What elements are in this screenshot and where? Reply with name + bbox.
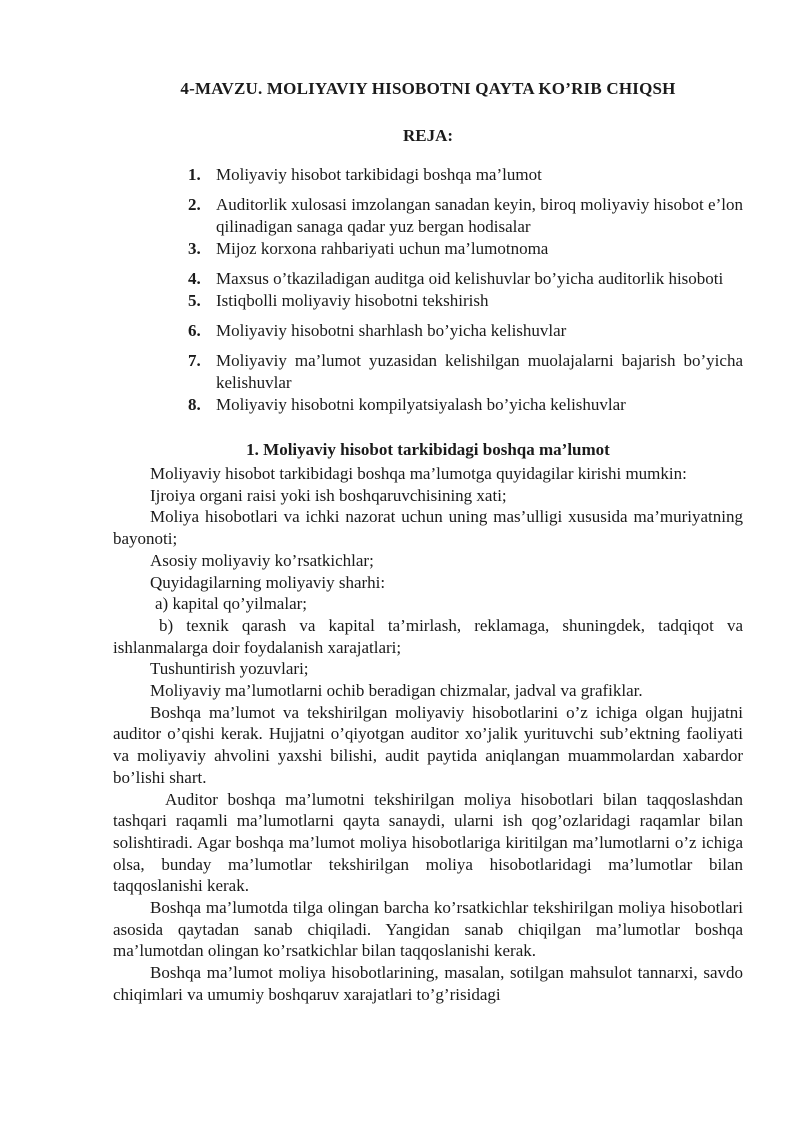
plan-list-item [113,238,743,260]
paragraph: Auditor boshqa ma’lumotni tekshirilgan moliya hisobotlari bilan taqqoslashdan tashqari raqamli ma’lumotlarni qayta sanaydi, ularni ish qog’ozlaridagi raqamlar bilan solishtiradi. Agar boshqa ma’lumot moliya hisobotlariga kiritilgan ma’lumotlarni o’z ichiga olsa, bunday ma’lumotlar tekshirilgan moliya hisobotlaridagi ma’lumotlar bilan taqqoslanishi kerak. [113,789,743,896]
plan-list-item [113,320,743,342]
paragraph: a) kapital qo’yilmalar; [155,594,307,614]
list-item-number: 1. [188,165,201,184]
plan-list [113,164,743,416]
section-heading: 1. Moliyaviy hisobot tarkibidagi boshqa ma’lumot [246,440,610,459]
paragraph: Ijroiya organi raisi yoki ish boshqaruvchisining xati; [150,485,507,505]
paragraph: Boshqa ma’lumot va tekshirilgan moliyaviy hisobotlarini o’z ichiga olgan hujjatni auditor o’qishi kerak. Hujjatni o’qiyotgan auditor xo’jalik yurituvchi sub’ektning faoliyati va moliyaviy ahvolini yaxshi bilishi, audit paytida aniqlangan muammolardan xabardor bo’lishi shart. [113,702,743,787]
list-item-text: Moliyaviy hisobotni sharhlash bo’yicha kelishuvlar [216,321,567,340]
plan-list-item [113,350,743,394]
list-item-text: Moliyaviy hisobot tarkibidagi boshqa ma’lumot [216,165,542,184]
list-item-text: Auditorlik xulosasi imzolangan sanadan keyin, biroq moliyaviy hisobot e’lon qilinadigan sanaga qadar yuz bergan hodisalar [216,195,743,236]
paragraph: Moliyaviy ma’lumotlarni ochib beradigan chizmalar, jadval va grafiklar. [150,681,643,701]
list-item-number: 7. [188,351,201,370]
document-title: 4-MAVZU. MOLIYAVIY HISOBOTNI QAYTA KO’RIB CHIQSH [180,79,676,98]
paragraph: Boshqa ma’lumot moliya hisobotlarining, masalan, sotilgan mahsulot tannarxi, savdo chiqimlari va umumiy boshqaruv xarajatlari to’g’risidagi [113,963,743,1004]
plan-list-item [113,268,743,290]
paragraph: Asosiy moliyaviy ko’rsatkichlar; [150,550,374,570]
list-item-text: Mijoz korxona rahbariyati uchun ma’lumotnoma [216,239,549,258]
plan-list-item [113,194,743,238]
list-item-number: 4. [188,269,201,288]
list-item-number: 5. [188,291,201,310]
list-item-number: 8. [188,395,201,414]
list-item-number: 6. [188,321,201,340]
list-item-text: Moliyaviy ma’lumot yuzasidan kelishilgan muolajalarni bajarish bo’yicha kelishuvlar [216,351,743,392]
list-item-text: Istiqbolli moliyaviy hisobotni tekshirish [216,291,489,310]
list-item-text: Moliyaviy hisobotni kompilyatsiyalash bo’yicha kelishuvlar [216,395,626,414]
document-content [113,78,743,1006]
paragraph: Boshqa ma’lumotda tilga olingan barcha ko’rsatkichlar tekshirilgan moliya hisobotlari asosida qaytadan sanab chiqiladi. Yangidan sanab chiqilgan ma’lumotlar boshqa ma’lumotdan olingan ko’rsatkichlar bilan taqqoslanishi kerak. [113,898,743,961]
plan-list-item [113,394,743,416]
list-item-number: 3. [188,239,201,258]
list-item-number: 2. [188,195,201,214]
plan-list-item [113,164,743,186]
section-body [113,463,743,1006]
paragraph: b) texnik qarash va kapital ta’mirlash, reklamaga, shuningdek, tadqiqot va ishlanmalarga doir foydalanish xarajatlari; [113,615,743,657]
paragraph: Moliya hisobotlari va ichki nazorat uchun uning mas’ulligi xususida ma’muriyatning bayonoti; [113,507,743,549]
plan-heading: REJA: [402,126,454,145]
paragraph: Moliyaviy hisobot tarkibidagi boshqa ma’lumotga quyidagilar kirishi mumkin: [150,464,687,483]
paragraph: Tushuntirish yozuvlari; [150,659,309,679]
paragraph: Quyidagilarning moliyaviy sharhi: [150,572,386,592]
list-item-text: Maxsus o’tkaziladigan auditga oid kelishuvlar bo’yicha auditorlik hisoboti [216,269,724,288]
plan-list-item [113,290,743,312]
